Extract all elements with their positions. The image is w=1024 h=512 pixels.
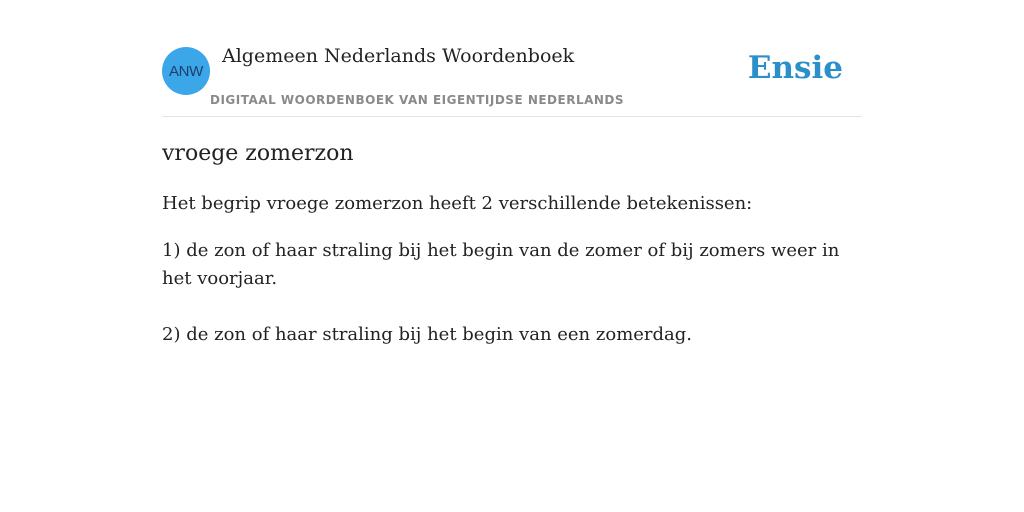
site-title: Algemeen Nederlands Woordenboek	[222, 45, 575, 67]
meaning-item-1: 1) de zon of haar straling bij het begin van de zomer of bij zomers weer in het voorjaar.	[162, 240, 840, 289]
site-header	[162, 40, 862, 117]
meaning-list	[162, 237, 862, 349]
entry-content	[162, 138, 862, 377]
entry-term: vroege zomerzon	[162, 141, 354, 166]
site-subtitle: DIGITAAL WOORDENBOEK VAN EIGENTIJDSE NEDERLANDS	[210, 93, 625, 107]
meaning-item-2: 2) de zon of haar straling bij het begin van een zomerdag.	[162, 324, 693, 345]
entry-intro: Het begrip vroege zomerzon heeft 2 verschillende betekenissen:	[162, 193, 753, 214]
anw-logo[interactable]	[162, 47, 210, 95]
logo-text: ANW	[168, 62, 204, 80]
ensie-brand-link[interactable]: Ensie	[747, 50, 843, 86]
